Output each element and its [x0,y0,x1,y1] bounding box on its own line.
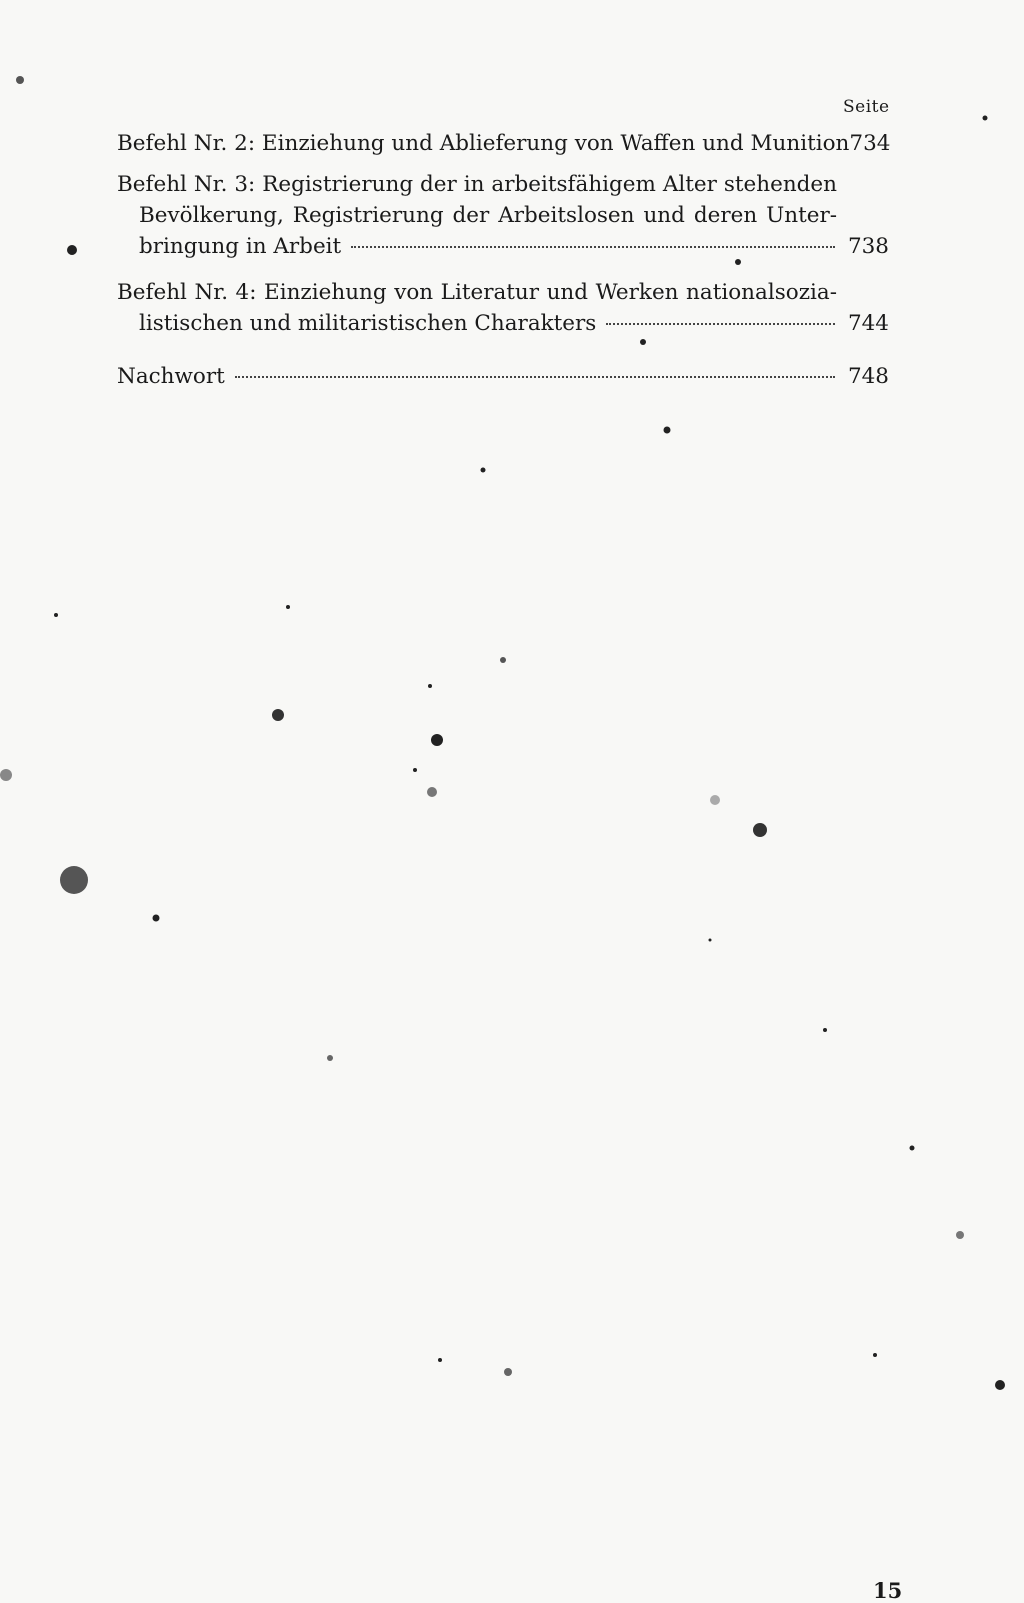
toc-page-number: 738 [847,234,889,259]
dot-leader [606,323,835,325]
table-of-contents [117,128,889,392]
toc-line [117,308,889,339]
toc-line [117,231,889,262]
page-number: 15 [873,1578,903,1603]
toc-line [117,128,889,159]
toc-entry [117,169,889,262]
toc-line [117,361,889,392]
toc-entry [117,128,889,159]
toc-page-number: 744 [847,311,889,336]
dot-leader [235,376,835,378]
toc-entry-title: Nachwort [117,364,225,389]
toc-line: Befehl Nr. 4: Einziehung von Literatur und Werken nationalsozia- [117,280,837,305]
page-column-label: Seite [843,97,890,117]
toc-entry [117,361,889,392]
toc-entry-title: listischen und militaristischen Charakters [139,311,597,336]
toc-entry-title: Befehl Nr. 2: Einziehung und Ablieferung von Waffen und Munition [117,131,850,156]
toc-line: Befehl Nr. 3: Registrierung der in arbeitsfähigem Alter stehenden [117,172,837,197]
toc-entry [117,277,889,339]
toc-line: Bevölkerung, Registrierung der Arbeitslosen und deren Unter- [139,203,837,228]
toc-page-number: 748 [847,364,889,389]
toc-page-number: 734 [849,131,891,156]
toc-entry-title: bringung in Arbeit [139,234,342,259]
dot-leader [351,246,835,248]
